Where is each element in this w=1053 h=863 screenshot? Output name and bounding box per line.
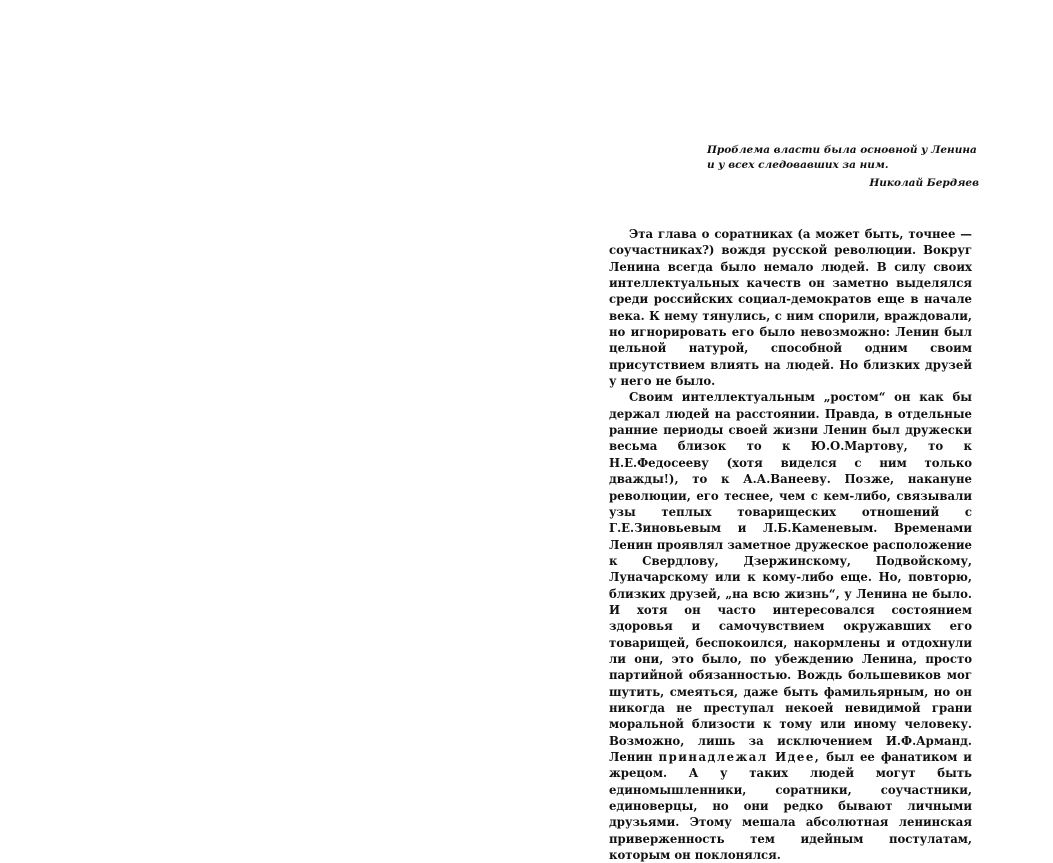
epigraph-quote: Проблема власти была основной у Ленина и у всех следовавших за ним.: [707, 144, 977, 171]
paragraph-1: Эта глава о соратниках (а может быть, точнее — соучастниках?) вождя русской революции. Вокруг Ленина всегда было немало людей. В силу своих интеллектуальных качеств он заметно выделялся среди российских социал-демократов еще в начале века. К нему тянулись, с ним спорили, враждовали, но игнорировать его было невозможно: Ленин был цельной натурой, способной одним своим присутствием влиять на людей. Но близких друзей у него не было.: [609, 227, 972, 389]
paragraph-2-part-1: Своим интеллектуальным „ростом“ он как бы держал людей на расстоянии. Правда, в отдельные ранние периоды своей жизни Ленин был дружески весьма близок то к Ю.О.Мартову, то к Н.Е.Федосееву (хотя виделся с ним только дважды!), то к А.А.Ванееву. Позже, накануне революции, его теснее, чем с кем-либо, связывали узы теплых товарищеских отношений с Г.Е.Зиновьевым и Л.Б.Каменевым. Временами Ленин проявлял заметное дружеское расположение к Свердлову, Дзержинскому, Подвойскому, Луначарскому или к кому-либо еще. Но, повторю, близких друзей, „на всю жизнь“, у Ленина не было. И хотя он часто интересовался состоянием здоровья и самочувствием окружавших его товарищей, беспокоился, накормлены и отдохнули ли они, это было, по убеждению Ленина, просто партийной обязанностью. Вождь большевиков мог шутить, смеяться, даже быть фамильярным, но он никогда не преступал некоей невидимой грани моральной близости к тому или иному человеку. Возможно, лишь за исключением И.Ф.Арманд. Ленин: [609, 390, 972, 764]
epigraph: [707, 143, 979, 191]
paragraph-2-emphasis: принадлежал Идее,: [658, 750, 821, 764]
epigraph-author: Николай Бердяев: [869, 177, 979, 189]
paragraph-2: [609, 389, 972, 863]
paragraph-2-part-2: был ее фанатиком и жрецом. А у таких людей могут быть единомышленники, соратники, соучастники, единоверцы, но они редко бывают личными друзьями. Этому мешала абсолютная ленинская приверженность тем идейным постулатам, которым он поклонялся.: [609, 750, 972, 863]
chapter-body: [609, 226, 972, 863]
